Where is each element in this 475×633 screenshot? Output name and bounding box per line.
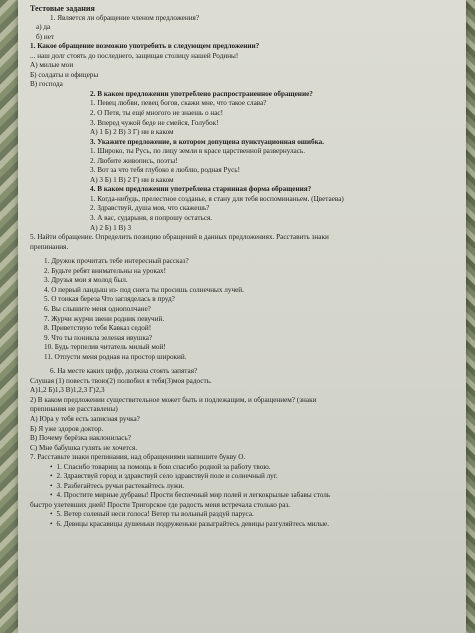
list-item: 5. О тонкая береза Что загляделась в пруд? [44, 295, 175, 304]
list-item: 7. Журчи журчи звени родник певучий. [44, 314, 165, 323]
sentence-option: 2. О Петя, ты ещё многого не знаешь о нас! [90, 109, 224, 118]
list-item: 3. Друзья мои я молод был. [44, 276, 128, 285]
text-line: ... наш долг стоять до последнего, защищая столицу нашей Родины! [30, 51, 239, 60]
answer-option: А) милые мои [30, 61, 74, 70]
text-line: Слушая (1) повесть твою(2) полюбил я тебя(3)моя радость. [30, 376, 212, 385]
text-line: 2) В каком предложении существительное может быть и подлежащим, и обращением? (знаки [30, 395, 317, 404]
question-title: 3. Укажите предложение, в котором допущена пунктуационная ошибка. [90, 137, 325, 146]
question-title: 1. Какое обращение возможно употребить в следующем предложении? [30, 42, 260, 51]
sentence-option: 3. Вот за что тебя глубоко я люблю, родная Русь! [90, 166, 240, 175]
bullet-item: • 2. Здравствуй город и здравствуй село здравствуй поле и солнечный луг. [30, 472, 456, 482]
list-item: 6. Вы слышите меня однополчане? [44, 304, 151, 313]
bullet-item: • 5. Ветер соленый неси голоса! Ветер ты вольный раздуй паруса. [30, 510, 456, 520]
list-item: 1. Дружок прочитать тебе интересный рассказ? [44, 257, 189, 266]
text-line: быстро улетевших дней! Прости Тригорское где радость меня встречала столько раз. [30, 500, 291, 509]
paper-sheet [18, 0, 466, 633]
answer-options: А) 1 Б) 2 В) 3 Г) ни в каком [90, 128, 174, 137]
bullet-item: • 4. Простите мирные дубравы! Прости беспечный мир полей и легкокрылые забавы столь [30, 491, 456, 501]
sentence-option: 2. Любите живопись, поэты! [90, 156, 178, 165]
text-line: 1. Является ли обращение членом предложения? [50, 13, 200, 22]
answer-option: А) Юра у тебя есть записная ручка? [30, 414, 140, 423]
sentence-option: 3. Вперед чужой беде не смейся, Голубок! [90, 118, 219, 127]
answer-option: С) Мне бабушка гулять не хочется. [30, 443, 138, 452]
list-item: 2. Будьте ребят внимательны на уроках! [44, 266, 167, 275]
text-line: препинания не расставлены) [30, 405, 118, 414]
answer-options: А) 3 Б) 1 В) 2 Г) ни в каком [90, 175, 174, 184]
answer-options: А)1,2 Б)1,3 В)1,2,3 Г)2,3 [30, 386, 105, 395]
answer-option: В) Почему берёзка наклонилась? [30, 434, 131, 443]
bullet-item: • 6. Девицы красавицы душеньки подруженьки разыграйтесь девицы разгуляйтесь милые. [30, 520, 456, 530]
bullet-item: • 1. Спасибо товарищ за помощь в бою спасибо родной за работу твою. [30, 463, 456, 473]
list-item: 4. О первый ландыш из- под снега ты просишь солнечных лучей. [44, 285, 244, 294]
sentence-option: 1. Широко, ты Русь, по лицу земли в красе царственной развернулась. [90, 147, 306, 156]
bullet-item: • 3. Разбегайтесь ручьи растекайтесь лужи. [30, 482, 456, 492]
question-title: 7. Расставьте знаки препинания, над обращениями напишите букву О. [30, 453, 246, 462]
document-title: Тестовые задания [30, 4, 95, 13]
answer-option: а) да [36, 23, 51, 32]
sentence-option: 3. А вас, сударыня, я попрошу остаться. [90, 214, 213, 223]
answer-option: Б) солдаты и офицеры [30, 70, 99, 79]
sentence-option: 1. Певец любви, певец богов, скажи мне, что такое слава? [90, 99, 267, 108]
list-item: 9. Что ты поникла зеленая ивушка? [44, 333, 153, 342]
question-title: 2. В каком предложении употреблено распространенное обращение? [90, 89, 313, 98]
sentence-option: 2. Здравствуй, душа моя, что скажешь? [90, 204, 210, 213]
question-title: 6. На месте каких цифр, должна стоять запятая? [50, 367, 198, 376]
answer-option: Б) Я уже здоров доктор. [30, 424, 104, 433]
list-item: 10. Будь терпелив читатель милый мой! [44, 343, 166, 352]
task-instruction: 5. Найти обращение. Определить позицию обращений в данных предложениях. Расставить знаки [30, 233, 329, 242]
answer-option: В) господа [30, 80, 63, 89]
document-content [30, 4, 456, 530]
list-item: 8. Приветствую тебя Кавказ седой! [44, 324, 152, 333]
answer-option: б) нет [36, 32, 55, 41]
sentence-option: 1. Когда-нибудь, прелестное созданье, я стану для тебя воспоминаньем. (Цветаева) [90, 194, 344, 203]
question-title: 4. В каком предложении употреблена старинная форма обращения? [90, 185, 312, 194]
answer-options: А) 2 Б) 1 В) 3 [90, 223, 132, 232]
list-item: 11. Отпусти меня родная на простор широкий. [44, 352, 187, 361]
task-instruction: препинания. [30, 242, 69, 251]
